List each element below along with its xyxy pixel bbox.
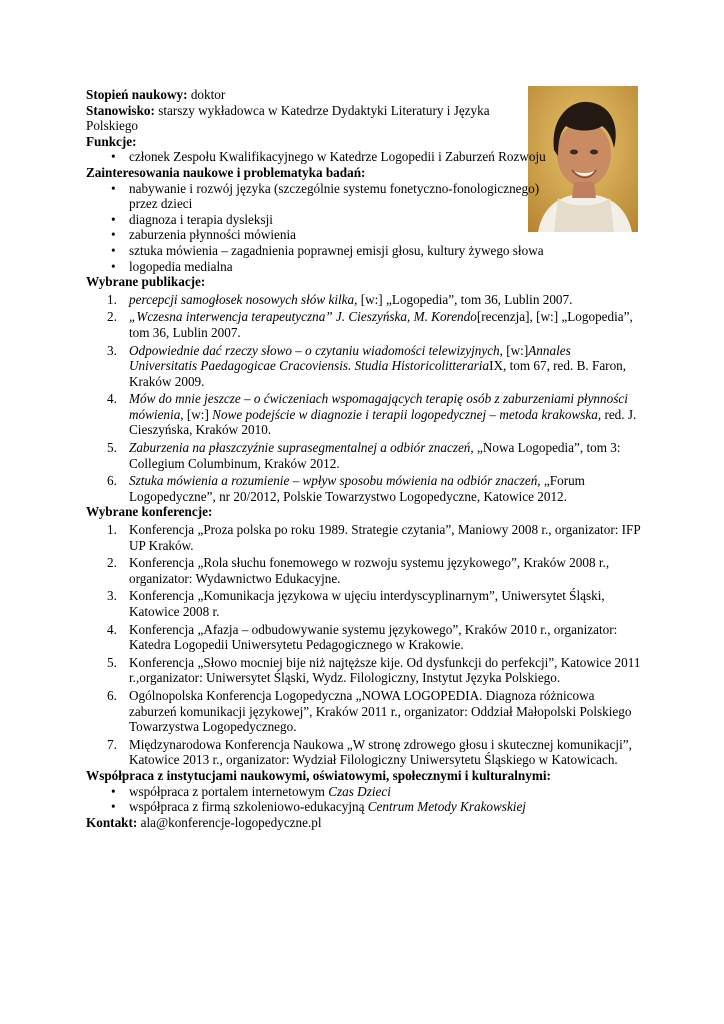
item-number: 2. [107, 309, 117, 325]
conference-item [86, 622, 642, 653]
item-number: 7. [107, 736, 117, 752]
position-line [86, 103, 526, 134]
functions-list [86, 149, 642, 165]
publication-title: percepcji samogłosek nosowych słów kilka [129, 291, 355, 307]
item-number: 3. [107, 342, 117, 358]
publication-source: , [w:] [180, 406, 213, 422]
degree-label: Stopień naukowy: [86, 87, 188, 102]
degree-line [86, 87, 642, 103]
publication-source: , [w:] „Logopedia”, tom 36, Lublin 2007. [354, 291, 573, 307]
list-item: • zaburzenia płynności mówienia [86, 227, 642, 243]
publications-list [86, 292, 642, 505]
publication-details: IX, tom 67, red. B. Faron, Kraków 2009. [129, 358, 627, 389]
list-item [86, 784, 642, 800]
publication-item [86, 309, 642, 340]
cooperation-text: współpraca z portalem internetowym [129, 783, 329, 799]
cooperation-partner: Centrum Metody Krakowskiej [367, 799, 526, 815]
publication-title: Odpowiednie dać rzeczy słowo – o czytaniu wiadomości telewizyjnych, [129, 342, 503, 358]
contact-label: Kontakt: [86, 814, 138, 830]
cooperation-text: współpraca z firmą szkoleniowo-edukacyjną [129, 799, 368, 815]
conference-item [86, 688, 642, 735]
position-label: Stanowisko: [86, 102, 155, 118]
contact-email: ala@konferencje-logopedyczne.pl [137, 814, 322, 830]
conferences-list [86, 522, 642, 768]
publication-item [86, 292, 642, 308]
conference-text: Konferencja „Komunikacja językowa w ujęciu interdyscyplinarnym”, Uniwersytet Śląski, Katowice 2008 r. [129, 588, 605, 619]
publication-journal: Nowe podejście w diagnozie i terapii logopedycznej – metoda krakowska [212, 406, 598, 422]
item-number: 4. [107, 621, 117, 637]
item-number: 5. [107, 440, 117, 456]
item-number: 6. [107, 687, 117, 703]
publication-source: [recenzja], [w:] „Logopedia”, tom 36, Lublin 2007. [129, 309, 633, 340]
publication-details: , red. J. Cieszyńska, Kraków 2010. [129, 406, 637, 438]
conferences-heading: Wybrane konferencje: [86, 504, 213, 520]
list-item: • sztuka mówienia – zagadnienia poprawnej emisji głosu, kultury żywego słowa [86, 243, 642, 259]
degree-value: doktor [187, 87, 226, 102]
publication-source: , „Nowa Logopedia”, tom 3: Collegium Columbinum, Kraków 2012. [129, 440, 621, 471]
publications-heading: Wybrane publikacje: [86, 274, 206, 290]
publication-journal: Annales Universitatis Paedagogicae Cracoviensis. Studia Historicolitteraria [129, 342, 571, 374]
conference-text: Konferencja „Słowo mocniej bije niż najtęższe kije. Od dysfunkcji do perfekcji”, Katowice 2011 r.,organizator: Uniwersytet Śląski, Wydz. Filologiczny, Instytut Języka Polskiego. [129, 654, 641, 686]
conference-text: Konferencja „Afazja – odbudowywanie systemu językowego”, Kraków 2010 r., organizator: Katedra Logopedii Uniwersytetu Pedagogicznego w Krakowie. [129, 621, 618, 653]
conference-item [86, 555, 642, 586]
publication-item [86, 391, 642, 438]
publication-title: Sztuka mówienia a rozumienie – wpływ sposobu mówienia na odbiór znaczeń, [129, 473, 541, 489]
interests-heading: Zainteresowania naukowe i problematyka badań: [86, 164, 366, 180]
cooperation-partner: Czas Dzieci [328, 783, 391, 799]
item-number: 1. [107, 291, 117, 307]
publication-title: „Wczesna interwencja terapeutyczna” J. Cieszyńska, M. Korendo [129, 309, 477, 325]
publication-source: „Forum Logopedyczne”, nr 20/2012, Polskie Towarzystwo Logopedyczne, Katowice 2012. [129, 473, 585, 504]
conference-text: Konferencja „Proza polska po roku 1989. Strategie czytania”, Maniowy 2008 r., organizator: IFP UP Kraków. [129, 522, 641, 553]
conference-item [86, 655, 642, 686]
item-number: 1. [107, 522, 117, 538]
publication-item [86, 343, 642, 390]
publication-source: [w:] [502, 342, 529, 358]
cv-document [86, 87, 642, 830]
conference-text: Konferencja „Rola słuchu fonemowego w rozwoju systemu językowego”, Kraków 2008 r., organizator: Wydawnictwo Edukacyjne. [129, 555, 610, 586]
item-number: 6. [107, 473, 117, 489]
conference-item [86, 737, 642, 768]
conference-text: Międzynarodowa Konferencja Naukowa „W stronę zdrowego głosu i skutecznej komunikacji”, Katowice 2013 r., organizator: Wydział Filologiczny Uniwersytetu Śląskiego w Katowicach. [129, 736, 632, 768]
list-item: • członek Zespołu Kwalifikacyjnego w Katedrze Logopedii i Zaburzeń Rozwoju [86, 149, 549, 165]
interests-list [86, 181, 642, 275]
list-item [86, 799, 642, 815]
conference-item [86, 588, 642, 619]
cooperation-heading: Współpraca z instytucjami naukowymi, oświatowymi, społecznymi i kulturalnymi: [86, 767, 551, 783]
item-number: 3. [107, 588, 117, 604]
functions-heading: Funkcje: [86, 133, 137, 149]
contact-line [86, 815, 642, 831]
list-item: • nabywanie i rozwój języka (szczególnie systemu fonetyczno-fonologicznego) przez dzieci [86, 181, 549, 212]
item-number: 5. [107, 654, 117, 670]
item-number: 4. [107, 391, 117, 407]
list-item: • diagnoza i terapia dysleksji [86, 212, 642, 228]
publication-title: Mów do mnie jeszcze – o ćwiczeniach wspomagających terapię osób z zaburzeniami płynności mówienia [129, 391, 628, 422]
cooperation-list [86, 784, 642, 815]
conference-item [86, 522, 642, 553]
publication-title: Zaburzenia na płaszczyźnie suprasegmentalnej a odbiór znaczeń [129, 440, 471, 456]
conference-text: Ogólnopolska Konferencja Logopedyczna „NOWA LOGOPEDIA. Diagnoza różnicowa zaburzeń komunikacji językowej”, Kraków 2011 r., organizator: Oddział Małopolski Polskiego Towarzystwa Logopedycznego. [129, 687, 632, 735]
publication-item [86, 440, 642, 471]
publication-item [86, 473, 642, 504]
list-item: • logopedia medialna [86, 259, 642, 275]
item-number: 2. [107, 555, 117, 571]
position-value: starszy wykładowca w Katedrze Dydaktyki Literatury i Języka Polskiego [86, 102, 490, 134]
